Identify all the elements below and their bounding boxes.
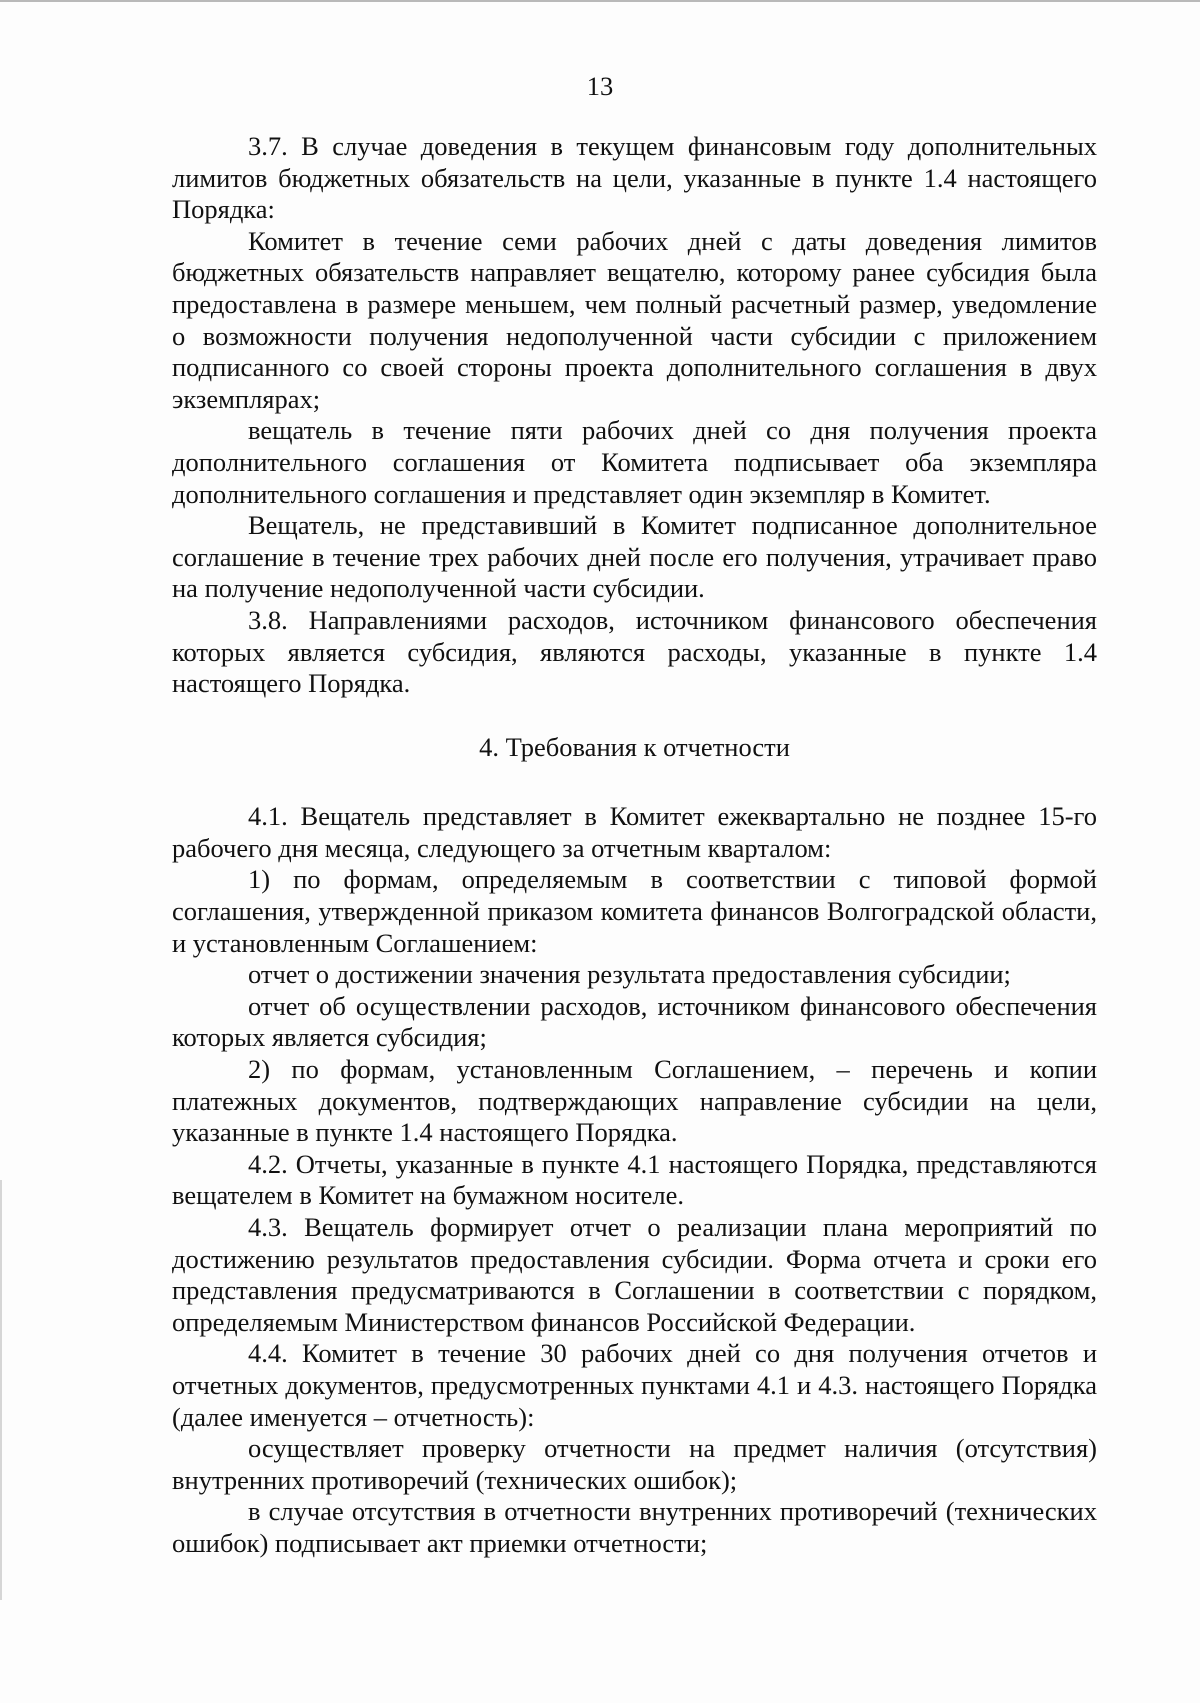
spacer (172, 700, 1097, 732)
paragraph-3-7: 3.7. В случае доведения в текущем финансовым году дополнительных лимитов бюджетных обязательств на цели, указанные в пункте 1.4 настоящего Порядка: (172, 131, 1097, 225)
scan-left-edge (0, 1180, 2, 1600)
paragraph-4-2: 4.2. Отчеты, указанные в пункте 4.1 настоящего Порядка, представляются вещателем в Комитет на бумажном носителе. (172, 1148, 1097, 1211)
paragraph-4-1-item-2: 2) по формам, установленным Соглашением, – перечень и копии платежных документов, подтверждающих направление субсидии на цели, указанные в пункте 1.4 настоящего Порядка. (172, 1054, 1097, 1148)
paragraph-4-4-check: осуществляет проверку отчетности на предмет наличия (отсутствия) внутренних противоречий (технических ошибок); (172, 1433, 1097, 1495)
page-number: 13 (586, 71, 614, 101)
paragraph-4-1: 4.1. Вещатель представляет в Комитет ежеквартально не позднее 15-го рабочего дня месяца, следующего за отчетным кварталом: (172, 801, 1097, 863)
section-4-heading: 4. Требования к отчетности (479, 731, 790, 762)
document-body (172, 131, 1097, 1560)
paragraph-4-1-report-result: отчет о достижении значения результата предоставления субсидии; (248, 959, 1011, 990)
paragraph-3-7-committee: Комитет в течение семи рабочих дней с даты доведения лимитов бюджетных обязательств направляет вещателю, которому ранее субсидия была предоставлена в размере меньшем, чем полный расчетный размер, уведомление о возможности получения недополученной части субсидии с приложением подписанного со своей стороны проекта дополнительного соглашения в двух экземплярах; (172, 225, 1097, 414)
paragraph-3-8: 3.8. Направлениями расходов, источником финансового обеспечения которых является субсидия, являются расходы, указанные в пункте 1.4 настоящего Порядка. (172, 604, 1097, 699)
scan-top-edge (0, 0, 1200, 2)
paragraph-4-1-item-1: 1) по формам, определяемым в соответствии с типовой формой соглашения, утвержденной приказом комитета финансов Волгоградской области, и установленным Соглашением: (172, 864, 1097, 958)
paragraph-4-4-accept: в случае отсутствия в отчетности внутренних противоречий (технических ошибок) подписывает акт приемки отчетности; (172, 1496, 1097, 1558)
paragraph-3-7-forfeit: Вещатель, не представивший в Комитет подписанное дополнительное соглашение в течение трех рабочих дней после его получения, утрачивает право на получение недополученной части субсидии. (172, 510, 1097, 604)
spacer (172, 763, 1097, 801)
paragraph-4-3: 4.3. Вещатель формирует отчет о реализации плана мероприятий по достижению результатов предоставления субсидии. Форма отчета и сроки его представления предусматриваются в Соглашении в соответствии с порядком, определяемым Министерством финансов Российской Федерации. (172, 1212, 1097, 1337)
paragraph-4-1-report-expenses: отчет об осуществлении расходов, источником финансового обеспечения которых является субсидия; (172, 990, 1097, 1053)
paragraph-3-7-broadcaster: вещатель в течение пяти рабочих дней со дня получения проекта дополнительного соглашения от Комитета подписывает оба экземпляра дополнительного соглашения и представляет один экземпляр в Комитет. (172, 415, 1097, 509)
paragraph-4-4: 4.4. Комитет в течение 30 рабочих дней со дня получения отчетов и отчетных документов, предусмотренных пунктами 4.1 и 4.3. настоящего Порядка (далее именуется – отчетность): (172, 1338, 1097, 1432)
